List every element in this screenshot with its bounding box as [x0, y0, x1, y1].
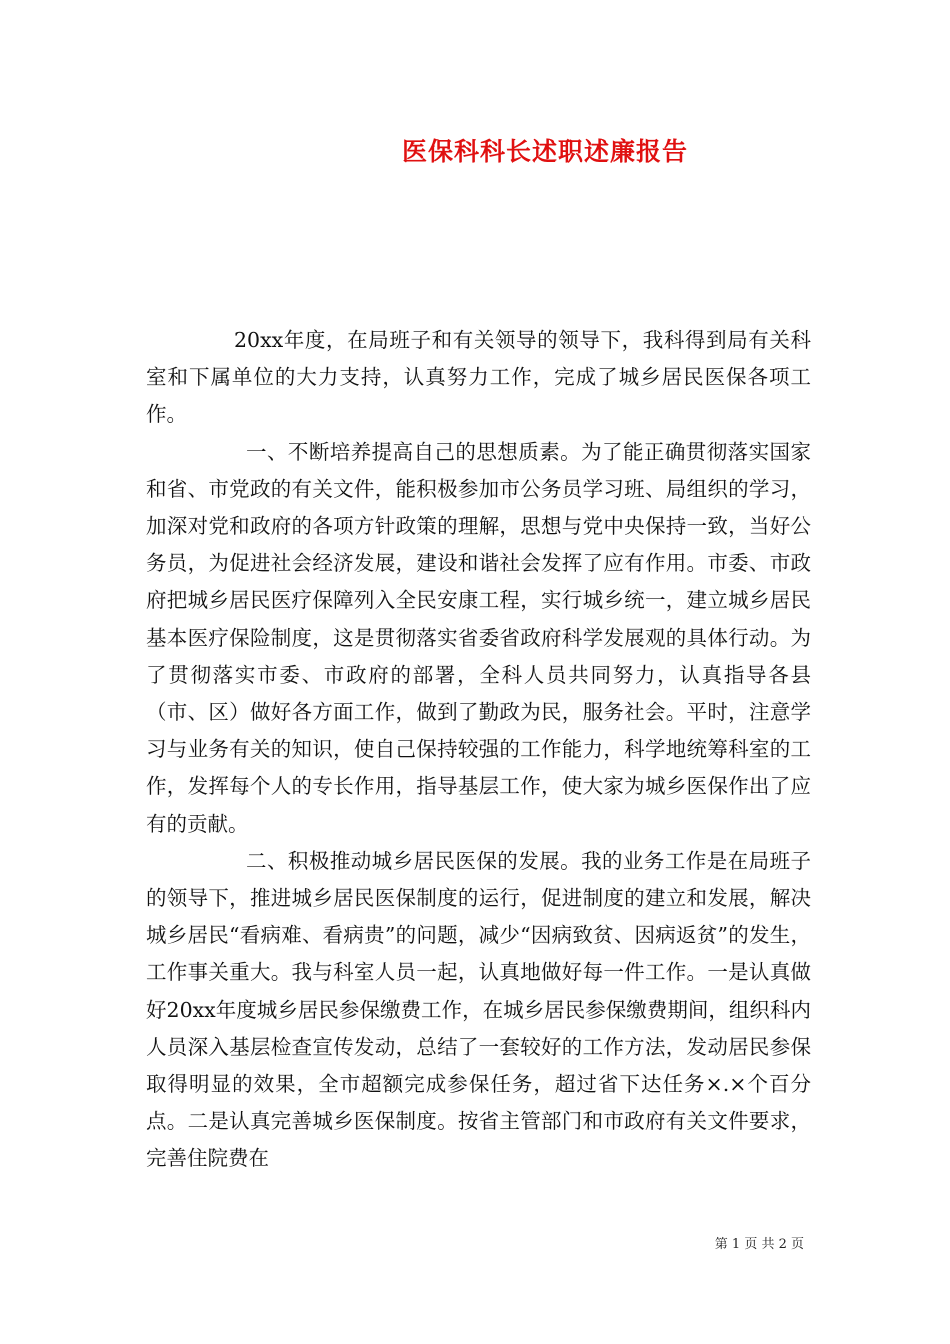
document-body [146, 322, 811, 1178]
page-number: 第 1 页 共 2 页 [714, 1237, 804, 1252]
page-title: 医保科科长述职述廉报告 [401, 137, 688, 166]
paragraph-section-2: 二、积极推动城乡居民医保的发展。我的业务工作是在局班子的领导下，推进城乡居民医保制度的运行，促进制度的建立和发展，解决城乡居民“看病难、看病贵”的问题，减少“因病致贫、因病返贫”的发生，工作事关重大。我与科室人员一起，认真地做好每一件工作。一是认真做好20xx年度城乡居民参保缴费工作，在城乡居民参保缴费期间，组织科内人员深入基层检查宣传发动，总结了一套较好的工作方法，发动居民参保取得明显的效果，全市超额完成参保任务，超过省下达任务×.×个百分点。二是认真完善城乡医保制度。按省主管部门和市政府有关文件要求，完善住院费在 [146, 848, 811, 1171]
paragraph-intro: 20xx年度，在局班子和有关领导的领导下，我科得到局有关科室和下属单位的大力支持，认真努力工作，完成了城乡居民医保各项工作。 [146, 328, 811, 427]
paragraph-section-1: 一、不断培养提高自己的思想质素。为了能正确贯彻落实国家和省、市党政的有关文件，能积极参加市公务员学习班、局组织的学习，加深对党和政府的各项方针政策的理解，思想与党中央保持一致，当好公务员，为促进社会经济发展，建设和谐社会发挥了应有作用。市委、市政府把城乡居民医疗保障列入全民安康工程，实行城乡统一，建立城乡居民基本医疗保险制度，这是贯彻落实省委省政府科学发展观的具体行动。为了贯彻落实市委、市政府的部署，全科人员共同努力，认真指导各县（市、区）做好各方面工作，做到了勤政为民，服务社会。平时，注意学习与业务有关的知识，使自己保持较强的工作能力，科学地统筹科室的工作，发挥每个人的专长作用，指导基层工作，使大家为城乡医保作出了应有的贡献。 [146, 439, 811, 836]
